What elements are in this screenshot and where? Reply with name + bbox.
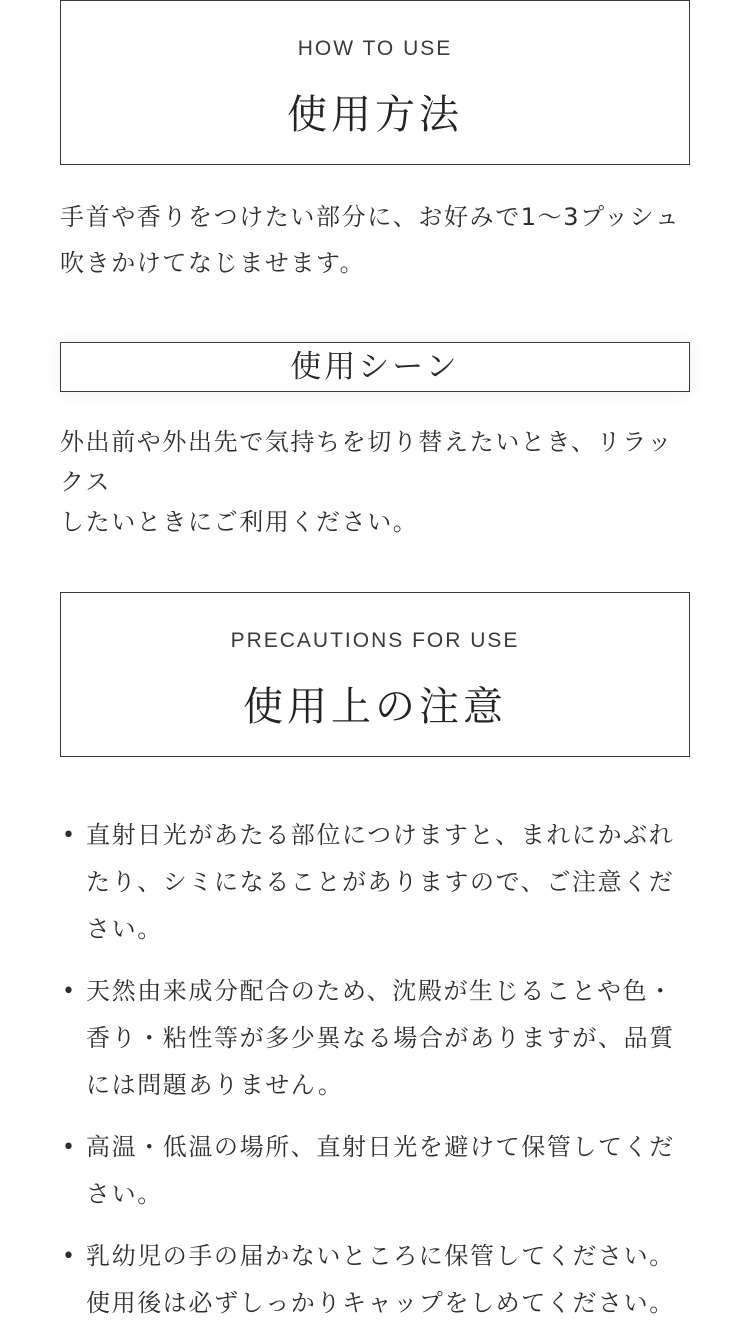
- how-to-use-line: 手首や香りをつけたい部分に、お好みで1〜3プッシュ: [60, 203, 681, 231]
- list-item-line: 天然由来成分配合のため、沈殿が生じることや色・: [86, 977, 674, 1005]
- list-item: [60, 812, 696, 953]
- usage-scene-text: [60, 422, 696, 542]
- precautions-heading-jp: 使用上の注意: [243, 684, 507, 730]
- usage-scene-heading: 使用シーン: [60, 342, 690, 392]
- how-to-use-line: 吹きかけてなじませます。: [60, 249, 366, 277]
- list-item-line: 直射日光があたる部位につけますと、まれにかぶれ: [86, 821, 675, 849]
- list-item-line: 高温・低温の場所、直射日光を避けて保管してください。: [86, 1133, 675, 1208]
- list-item-line: たり、シミになることがありますので、ご注意ください。: [86, 868, 675, 943]
- how-to-use-heading-jp: 使用方法: [287, 92, 463, 138]
- list-item: [60, 1233, 696, 1327]
- list-item-line: 乳幼児の手の届かないところに保管してください。: [86, 1242, 675, 1270]
- list-item-line: 使用後は必ずしっかりキャップをしめてください。: [86, 1289, 675, 1317]
- usage-scene-line: 外出前や外出先で気持ちを切り替えたいとき、リラックス: [60, 428, 673, 496]
- precautions-heading-en: PRECAUTIONS FOR USE: [230, 629, 520, 652]
- how-to-use-heading-box: [60, 0, 690, 165]
- list-item-line: 香り・粘性等が多少異なる場合がありますが、品質: [86, 1024, 675, 1052]
- bullet-mark: •: [62, 1244, 77, 1269]
- precautions-list: [60, 812, 696, 1342]
- how-to-use-text: [60, 194, 696, 286]
- list-item-line: には問題ありません。: [86, 1071, 344, 1099]
- list-item: [60, 968, 696, 1109]
- bullet-mark: •: [62, 823, 77, 848]
- usage-scene-line: したいときにご利用ください。: [60, 508, 419, 536]
- bullet-mark: •: [62, 979, 77, 1004]
- list-item: [60, 1124, 696, 1218]
- how-to-use-heading-en: HOW TO USE: [297, 37, 453, 60]
- precautions-heading-box: [60, 592, 690, 757]
- bullet-mark: •: [62, 1135, 77, 1160]
